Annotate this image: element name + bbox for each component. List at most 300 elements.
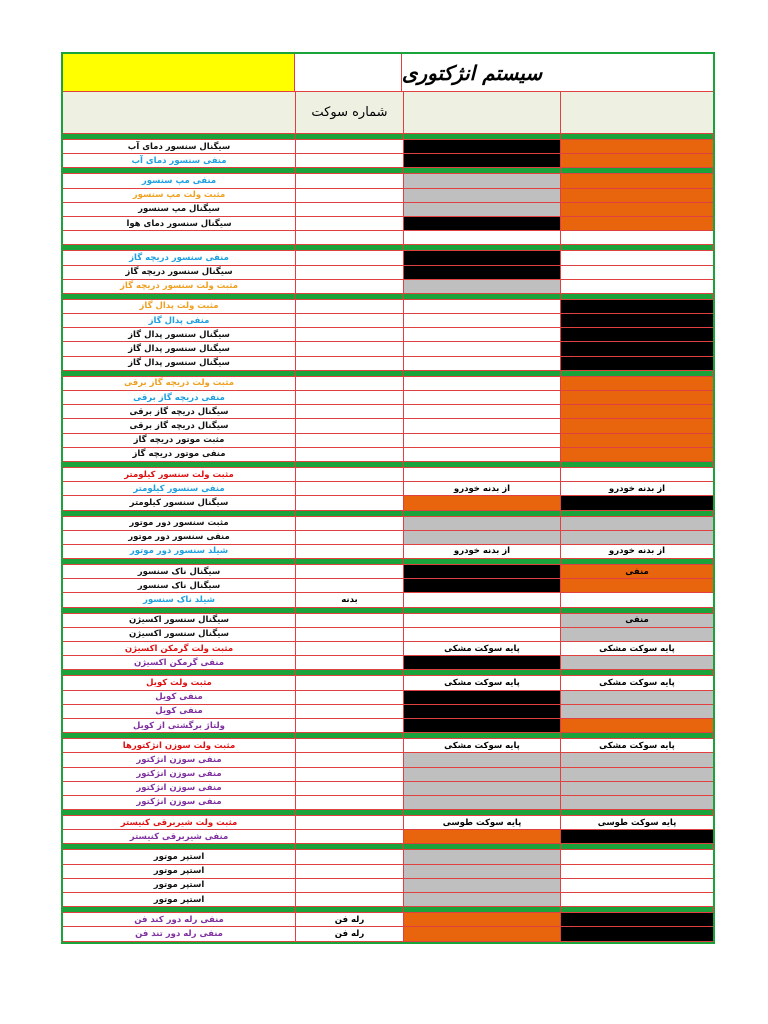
separator-cell [296, 245, 404, 250]
table-row [63, 865, 713, 879]
connector-a-cell [404, 174, 561, 187]
table-row [63, 140, 713, 154]
separator-cell [561, 608, 713, 613]
separator-cell [404, 844, 561, 849]
table-row [63, 328, 713, 342]
separator-cell [561, 844, 713, 849]
table-row [63, 154, 713, 168]
socket-number-cell [296, 377, 404, 390]
table-row [63, 879, 713, 893]
socket-number-cell [296, 482, 404, 495]
connector-a-cell [404, 448, 561, 461]
connector-b-cell [561, 280, 713, 293]
table-row [63, 448, 713, 462]
connector-b-cell [561, 705, 713, 718]
connector-a-cell [404, 266, 561, 279]
socket-number-cell [296, 865, 404, 878]
connector-b-cell [561, 593, 713, 606]
socket-number-cell: رله فن [296, 913, 404, 926]
separator-cell [63, 810, 296, 815]
table-row [63, 189, 713, 203]
column-header-connector-a [404, 92, 561, 133]
connector-a-cell: از بدنه خودرو [404, 545, 561, 558]
socket-number-cell [296, 579, 404, 592]
socket-number-cell: رله فن [296, 927, 404, 940]
connector-a-cell [404, 405, 561, 418]
socket-number-cell [296, 203, 404, 216]
separator-cell [296, 810, 404, 815]
pin-description: منفی دریچه گاز برقی [63, 391, 296, 404]
connector-b-cell [561, 174, 713, 187]
separator-cell [296, 134, 404, 139]
socket-number-cell: بدنه [296, 593, 404, 606]
separator-cell [561, 371, 713, 376]
table-row [63, 217, 713, 231]
separator-cell [63, 511, 296, 516]
table-row [63, 434, 713, 448]
pin-description: سیگنال سنسور اکسیژن [63, 628, 296, 641]
socket-number-cell [296, 768, 404, 781]
separator-cell [296, 294, 404, 299]
pin-description: مثبت سنسور دور موتور [63, 517, 296, 530]
connector-a-cell: از بدنه خودرو [404, 482, 561, 495]
connector-a-cell [404, 593, 561, 606]
socket-number-cell [296, 753, 404, 766]
connector-b-cell [561, 405, 713, 418]
connector-b-cell [561, 927, 713, 940]
socket-number-cell [296, 531, 404, 544]
pin-description: منفی موتور دریچه گاز [63, 448, 296, 461]
pin-description: سیگنال مپ سنسور [63, 203, 296, 216]
connector-a-cell [404, 468, 561, 481]
socket-number-cell [296, 189, 404, 202]
connector-b-cell [561, 517, 713, 530]
connector-b-cell [561, 189, 713, 202]
pin-description: مثبت ولت پدال گاز [63, 300, 296, 313]
pin-description: شیلد سنسور دور موتور [63, 545, 296, 558]
connector-a-cell [404, 865, 561, 878]
pin-description: سیگنال سنسور پدال گاز [63, 357, 296, 370]
connector-b-cell [561, 377, 713, 390]
table-row [63, 579, 713, 593]
socket-number-cell [296, 434, 404, 447]
connector-a-cell [404, 251, 561, 264]
connector-b-cell [561, 391, 713, 404]
socket-number-cell [296, 739, 404, 752]
connector-a-cell: پایه سوکت مشکی [404, 739, 561, 752]
separator-cell [404, 511, 561, 516]
table-row [63, 531, 713, 545]
connector-b-cell [561, 342, 713, 355]
connector-b-cell [561, 531, 713, 544]
table-row [63, 739, 713, 753]
table-row [63, 251, 713, 265]
pin-description: سیگنال سنسور اکسیژن [63, 614, 296, 627]
connector-b-cell [561, 830, 713, 843]
pin-description: استپر موتور [63, 850, 296, 863]
socket-number-cell [296, 850, 404, 863]
table-row [63, 391, 713, 405]
column-header-description [63, 92, 296, 133]
table-row [63, 913, 713, 927]
table-row [63, 377, 713, 391]
socket-number-cell [296, 300, 404, 313]
connector-a-cell [404, 768, 561, 781]
connector-a-cell [404, 189, 561, 202]
column-header-connector-b [561, 92, 713, 133]
separator-cell [296, 371, 404, 376]
socket-number-cell [296, 719, 404, 732]
separator-cell [561, 810, 713, 815]
pin-description: منفی سوزن انژکتور [63, 753, 296, 766]
socket-number-cell [296, 705, 404, 718]
separator-cell [63, 134, 296, 139]
table-row [63, 545, 713, 559]
socket-number-cell [296, 140, 404, 153]
connector-b-cell [561, 328, 713, 341]
connector-a-cell [404, 913, 561, 926]
socket-number-cell [296, 154, 404, 167]
socket-number-cell [296, 642, 404, 655]
separator-cell [404, 670, 561, 675]
separator-cell [296, 907, 404, 912]
table-row [63, 768, 713, 782]
socket-number-cell [296, 614, 404, 627]
connector-b-cell [561, 579, 713, 592]
connector-a-cell [404, 656, 561, 669]
separator-cell [561, 670, 713, 675]
socket-number-cell [296, 496, 404, 509]
table-row [63, 405, 713, 419]
separator-cell [63, 245, 296, 250]
socket-number-cell [296, 545, 404, 558]
connector-b-cell: پایه سوکت مشکی [561, 642, 713, 655]
table-row [63, 174, 713, 188]
connector-b-cell [561, 154, 713, 167]
separator-cell [63, 294, 296, 299]
connector-b-cell: پایه سوکت مشکی [561, 676, 713, 689]
header-blank-cell [295, 54, 402, 91]
connector-b-cell: از بدنه خودرو [561, 482, 713, 495]
pin-description: منفی کویل [63, 691, 296, 704]
table-row [63, 850, 713, 864]
connector-b-cell [561, 628, 713, 641]
pin-description: منفی رله دور تند فن [63, 927, 296, 940]
table-row [63, 753, 713, 767]
table-row [63, 468, 713, 482]
separator-cell [404, 608, 561, 613]
pin-description: منفی سنسور دور موتور [63, 531, 296, 544]
connector-b-cell [561, 691, 713, 704]
table-row [63, 691, 713, 705]
connector-a-cell [404, 796, 561, 809]
connector-a-cell [404, 565, 561, 578]
pin-description: منفی سوزن انژکتور [63, 796, 296, 809]
connector-b-cell [561, 796, 713, 809]
socket-number-cell [296, 251, 404, 264]
separator-cell [296, 608, 404, 613]
socket-number-cell [296, 796, 404, 809]
connector-b-cell [561, 434, 713, 447]
connector-a-cell [404, 893, 561, 906]
separator-cell [404, 462, 561, 467]
connector-b-cell [561, 768, 713, 781]
connector-b-cell: از بدنه خودرو [561, 545, 713, 558]
separator-cell [63, 670, 296, 675]
pin-description: منفی سنسور دریچه گاز [63, 251, 296, 264]
pin-description: مثبت ولت شیربرقی کنیستر [63, 816, 296, 829]
connector-b-cell [561, 419, 713, 432]
connector-b-cell [561, 217, 713, 230]
socket-number-cell [296, 174, 404, 187]
separator-cell [561, 511, 713, 516]
socket-number-cell [296, 357, 404, 370]
pin-description: مثبت ولت سنسور کیلومتر [63, 468, 296, 481]
connector-b-cell [561, 314, 713, 327]
separator-cell [63, 608, 296, 613]
socket-number-cell [296, 893, 404, 906]
table-row [63, 231, 713, 245]
connector-b-cell [561, 719, 713, 732]
column-header-socket-number: شماره سوکت [296, 92, 404, 133]
connector-b-cell [561, 879, 713, 892]
pin-description: منفی شیربرقی کنیستر [63, 830, 296, 843]
connector-b-cell: پایه سوکت طوسی [561, 816, 713, 829]
connector-a-cell [404, 517, 561, 530]
pin-description: مثبت ولت دریچه گاز برقی [63, 377, 296, 390]
connector-b-cell [561, 140, 713, 153]
separator-cell [63, 462, 296, 467]
socket-number-cell [296, 517, 404, 530]
table-row [63, 927, 713, 941]
separator-cell [404, 559, 561, 564]
connector-a-cell [404, 705, 561, 718]
pin-description: منفی سنسور دمای آب [63, 154, 296, 167]
pin-description: منفی رله دور کند فن [63, 913, 296, 926]
separator-cell [404, 733, 561, 738]
pin-description: سیگنال ناک سنسور [63, 565, 296, 578]
connector-b-cell [561, 753, 713, 766]
connector-b-cell [561, 231, 713, 244]
separator-cell [404, 810, 561, 815]
table-row [63, 830, 713, 844]
table-row [63, 705, 713, 719]
socket-number-cell [296, 656, 404, 669]
separator-cell [561, 168, 713, 173]
connector-a-cell: پایه سوکت مشکی [404, 642, 561, 655]
table-row [63, 565, 713, 579]
pin-description: مثبت ولت سوزن انژکتورها [63, 739, 296, 752]
separator-cell [63, 907, 296, 912]
separator-cell [296, 733, 404, 738]
table-row [63, 496, 713, 510]
table-row [63, 357, 713, 371]
pin-description: منفی سوزن انژکتور [63, 768, 296, 781]
connector-b-cell [561, 782, 713, 795]
connector-b-cell [561, 865, 713, 878]
separator-cell [404, 245, 561, 250]
socket-number-cell [296, 405, 404, 418]
separator-cell [561, 907, 713, 912]
pin-description: استپر موتور [63, 893, 296, 906]
connector-b-cell [561, 203, 713, 216]
separator-cell [561, 294, 713, 299]
separator-cell [404, 294, 561, 299]
socket-number-cell [296, 816, 404, 829]
table-row [63, 482, 713, 496]
separator-cell [296, 511, 404, 516]
separator-cell [404, 907, 561, 912]
separator-cell [561, 245, 713, 250]
connector-b-cell [561, 266, 713, 279]
table-row [63, 300, 713, 314]
table-row [63, 676, 713, 690]
column-header-row [63, 92, 713, 134]
connector-b-cell [561, 893, 713, 906]
connector-a-cell [404, 830, 561, 843]
connector-a-cell [404, 879, 561, 892]
socket-number-cell [296, 328, 404, 341]
connector-a-cell [404, 531, 561, 544]
pin-description: سیگنال سنسور کیلومتر [63, 496, 296, 509]
socket-number-cell [296, 565, 404, 578]
socket-number-cell [296, 448, 404, 461]
connector-a-cell [404, 753, 561, 766]
pin-description: منفی گرمکن اکسیژن [63, 656, 296, 669]
pin-description: منفی سوزن انژکتور [63, 782, 296, 795]
pin-description: منفی کویل [63, 705, 296, 718]
socket-number-cell [296, 280, 404, 293]
pin-description [63, 231, 296, 244]
separator-cell [404, 134, 561, 139]
socket-number-cell [296, 391, 404, 404]
table-row [63, 796, 713, 810]
connector-a-cell [404, 377, 561, 390]
table-row [63, 782, 713, 796]
connector-b-cell: منفی [561, 614, 713, 627]
socket-number-cell [296, 217, 404, 230]
pin-description: مثبت موتور دریچه گاز [63, 434, 296, 447]
table-row [63, 266, 713, 280]
connector-a-cell [404, 231, 561, 244]
connector-a-cell [404, 614, 561, 627]
pin-description: شیلد ناک سنسور [63, 593, 296, 606]
connector-a-cell: پایه سوکت طوسی [404, 816, 561, 829]
pin-description: مثبت ولت کویل [63, 676, 296, 689]
pin-description: منفی پدال گاز [63, 314, 296, 327]
connector-a-cell [404, 719, 561, 732]
connector-a-cell [404, 328, 561, 341]
connector-a-cell [404, 280, 561, 293]
table-row [63, 893, 713, 907]
separator-cell [296, 844, 404, 849]
table-row [63, 628, 713, 642]
connector-a-cell [404, 357, 561, 370]
pin-description: سیگنال ناک سنسور [63, 579, 296, 592]
table-row [63, 419, 713, 433]
socket-number-cell [296, 231, 404, 244]
pin-description: سیگنال سنسور دمای هوا [63, 217, 296, 230]
connector-a-cell [404, 140, 561, 153]
pin-description: منفی سنسور کیلومتر [63, 482, 296, 495]
separator-cell [561, 733, 713, 738]
connector-b-cell [561, 496, 713, 509]
separator-cell [296, 559, 404, 564]
table-row [63, 816, 713, 830]
socket-number-cell [296, 830, 404, 843]
pin-description: ولتاژ برگشتی از کویل [63, 719, 296, 732]
pin-description: منفی مپ سنسور [63, 174, 296, 187]
socket-number-cell [296, 782, 404, 795]
pin-description: سیگنال سنسور پدال گاز [63, 342, 296, 355]
table-row [63, 656, 713, 670]
table-row [63, 280, 713, 294]
connector-a-cell [404, 579, 561, 592]
connector-a-cell [404, 628, 561, 641]
separator-cell [561, 559, 713, 564]
table-row [63, 203, 713, 217]
pin-description: سیگنال سنسور پدال گاز [63, 328, 296, 341]
page-title: سیستم انژکتوری [401, 60, 543, 85]
connector-a-cell [404, 203, 561, 216]
connector-a-cell: پایه سوکت مشکی [404, 676, 561, 689]
connector-a-cell [404, 217, 561, 230]
connector-a-cell [404, 496, 561, 509]
table-row [63, 314, 713, 328]
header-row [63, 54, 713, 92]
socket-number-cell [296, 419, 404, 432]
connector-b-cell [561, 251, 713, 264]
connector-b-cell [561, 448, 713, 461]
pin-description: سیگنال دریچه گاز برقی [63, 405, 296, 418]
socket-number-cell [296, 628, 404, 641]
pin-description: مثبت ولت گرمکن اکسیژن [63, 642, 296, 655]
connector-b-cell [561, 850, 713, 863]
table-row [63, 593, 713, 607]
connector-a-cell [404, 419, 561, 432]
pin-description: استپر موتور [63, 865, 296, 878]
pin-description: مثبت ولت سنسور دریچه گاز [63, 280, 296, 293]
pin-description: سیگنال سنسور دمای آب [63, 140, 296, 153]
socket-number-cell [296, 468, 404, 481]
connector-a-cell [404, 342, 561, 355]
connector-b-cell [561, 468, 713, 481]
separator-cell [63, 844, 296, 849]
separator-cell [404, 371, 561, 376]
pin-description: سیگنال دریچه گاز برقی [63, 419, 296, 432]
separator-cell [561, 134, 713, 139]
table-row [63, 642, 713, 656]
connector-b-cell [561, 300, 713, 313]
socket-number-cell [296, 676, 404, 689]
socket-number-cell [296, 266, 404, 279]
pin-description: مثبت ولت مپ سنسور [63, 189, 296, 202]
table-row [63, 517, 713, 531]
separator-cell [63, 168, 296, 173]
table-body [63, 134, 713, 942]
socket-number-cell [296, 691, 404, 704]
pin-description: استپر موتور [63, 879, 296, 892]
connector-b-cell: پایه سوکت مشکی [561, 739, 713, 752]
connector-a-cell [404, 391, 561, 404]
connector-a-cell [404, 154, 561, 167]
separator-cell [296, 670, 404, 675]
connector-b-cell [561, 357, 713, 370]
ecu-pinout-table [61, 52, 715, 944]
socket-number-cell [296, 314, 404, 327]
connector-b-cell [561, 656, 713, 669]
socket-number-cell [296, 342, 404, 355]
